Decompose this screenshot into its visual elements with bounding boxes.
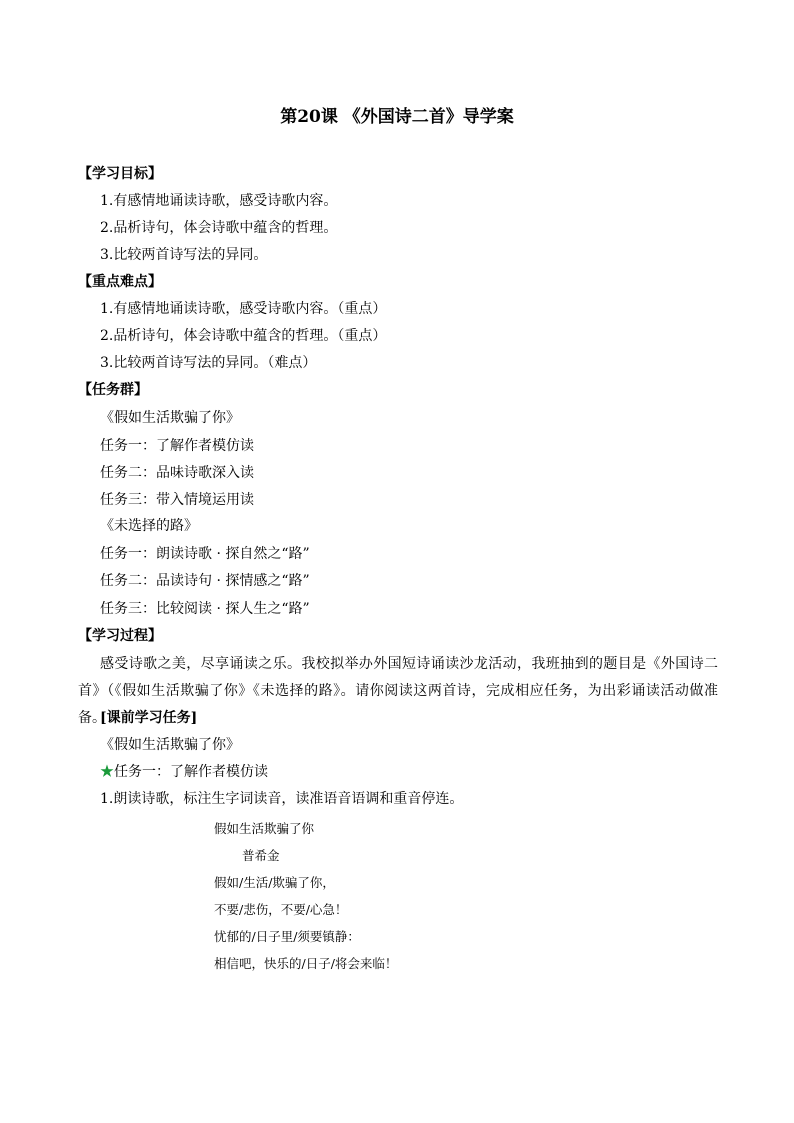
poem-line-4: 相信吧，快乐的/日子/将会来临！ xyxy=(214,956,398,971)
poem1-title: 《假如生活欺骗了你》 xyxy=(100,410,240,426)
instruction-1: 1.朗读诗歌，标注生字词读音，读准语音语调和重音停连。 xyxy=(100,791,464,807)
poem-line-2: 不要/悲伤，不要/心急！ xyxy=(214,902,348,917)
task1-label: 任务一：了解作者模仿读 xyxy=(114,764,268,780)
goal-item-1: 1.有感情地诵读诗歌，感受诗歌内容。 xyxy=(100,193,338,209)
pre-class-subheading: [课前学习任务] xyxy=(100,710,198,726)
keypoint-item-3: 3.比较两首诗写法的异同。（难点） xyxy=(100,355,317,371)
task1-line xyxy=(100,762,268,782)
keypoints-heading: 【重点难点】 xyxy=(78,274,162,290)
poem1-task-1: 任务一：了解作者模仿读 xyxy=(100,438,254,454)
poem2-task-1: 任务一：朗读诗歌 · 探自然之“路” xyxy=(100,546,310,562)
process-heading: 【学习过程】 xyxy=(78,628,162,644)
poem-title: 假如生活欺骗了你 xyxy=(214,821,315,836)
process-intro: 感受诗歌之美，尽享诵读之乐。我校拟举办外国短诗诵读沙龙活动，我班抽到的题目是《外国诗二首》（《假如生活欺骗了你》《未选择的路》。请你阅读这两首诗，完成相应任务，为出彩诵读活动做准备。 xyxy=(78,656,718,726)
page-title: 第20课 《外国诗二首》导学案 xyxy=(280,107,514,127)
process-poem-title: 《假如生活欺骗了你》 xyxy=(100,737,240,753)
poem-line-1: 假如/生活/欺骗了你， xyxy=(214,875,335,890)
goal-item-3: 3.比较两首诗写法的异同。 xyxy=(100,247,268,263)
poem2-task-2: 任务二：品读诗句 · 探情感之“路” xyxy=(100,573,310,589)
poem-line-3: 忧郁的/日子里/须要镇静： xyxy=(214,929,360,944)
keypoint-item-2: 2.品析诗句，体会诗歌中蕴含的哲理。（重点） xyxy=(100,328,387,344)
goal-item-2: 2.品析诗句，体会诗歌中蕴含的哲理。 xyxy=(100,220,338,236)
poem2-title: 《未选择的路》 xyxy=(100,518,198,534)
poem2-task-3: 任务三：比较阅读 · 探人生之“路” xyxy=(100,601,310,617)
goals-heading: 【学习目标】 xyxy=(78,166,162,182)
star-icon: ★ xyxy=(100,764,114,780)
keypoint-item-1: 1.有感情地诵读诗歌，感受诗歌内容。（重点） xyxy=(100,301,387,317)
poem1-task-3: 任务三：带入情境运用读 xyxy=(100,492,254,508)
poem-author: 普希金 xyxy=(242,848,280,863)
poem1-task-2: 任务二：品味诗歌深入读 xyxy=(100,465,254,481)
tasks-heading: 【任务群】 xyxy=(78,382,148,398)
